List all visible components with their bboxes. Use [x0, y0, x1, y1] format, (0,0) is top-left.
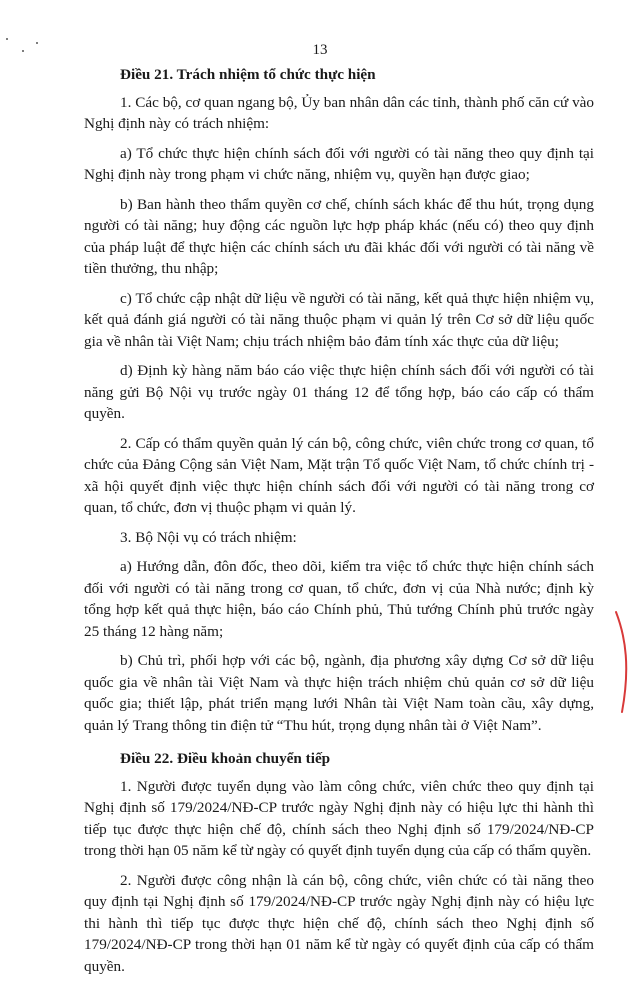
article-21-clause-3a: a) Hướng dẫn, đôn đốc, theo dõi, kiểm tra việc tổ chức thực hiện chính sách đối với người có tài năng trong cơ quan, tổ chức, đơn vị của Nhà nước; định kỳ tổng hợp kết quả thực hiện, báo cáo Chính phủ, Thủ tướng Chính phủ trước ngày 25 tháng 12 hàng năm;	[84, 558, 594, 640]
article-21-clause-1b: b) Ban hành theo thẩm quyền cơ chế, chính sách khác để thu hút, trọng dụng người có tài năng; huy động các nguồn lực hợp pháp khác (nếu có) theo quy định của pháp luật để thực hiện các chính sách ưu đãi khác đối với người có tài năng về tiền thưởng, thu nhập;	[84, 195, 594, 277]
article-21-clause-1: 1. Các bộ, cơ quan ngang bộ, Ủy ban nhân dân các tỉnh, thành phố căn cứ vào Nghị định này có trách nhiệm:	[84, 93, 594, 132]
article-21-clause-3b: b) Chủ trì, phối hợp với các bộ, ngành, địa phương xây dựng Cơ sở dữ liệu quốc gia về nhân tài Việt Nam và thực hiện trách nhiệm chủ quản cơ sở dữ liệu quốc gia; thiết lập, phát triển mạng lưới Nhân tài Việt Nam toàn cầu, xây dựng, quản lý Trang thông tin điện tử “Thu hút, trọng dụng nhân tài ở Việt Nam”.	[84, 652, 594, 734]
red-margin-mark	[610, 608, 634, 718]
article-21-clause-2: 2. Cấp có thẩm quyền quản lý cán bộ, công chức, viên chức trong cơ quan, tổ chức của Đảng Cộng sản Việt Nam, Mặt trận Tổ quốc Việt Nam, tổ chức chính trị - xã hội quyết định việc thực hiện chính sách đối với người có tài năng trong cơ quan, tổ chức, đơn vị thuộc phạm vi quản lý.	[84, 434, 594, 516]
article-22-clause-1: 1. Người được tuyển dụng vào làm công chức, viên chức theo quy định tại Nghị định số 179/2024/NĐ-CP trước ngày Nghị định này có hiệu lực thi hành thì tiếp tục được thực hiện chế độ, chính sách theo Nghị định số 179/2024/NĐ-CP trong thời hạn 05 năm kể từ ngày có quyết định tuyển dụng của cấp có thẩm quyền.	[84, 777, 594, 859]
document-body	[84, 64, 594, 985]
article-22-heading: Điều 22. Điều khoản chuyển tiếp	[120, 750, 331, 767]
article-21-clause-1a: a) Tổ chức thực hiện chính sách đối với người có tài năng theo quy định tại Nghị định này trong phạm vi chức năng, nhiệm vụ, quyền hạn được giao;	[84, 144, 594, 183]
article-22-clause-2: 2. Người được công nhận là cán bộ, công chức, viên chức có tài năng theo quy định tại Nghị định số 179/2024/NĐ-CP trước ngày Nghị định này có hiệu lực thi hành thì tiếp tục được thực hiện chế độ, chính sách theo Nghị định số 179/2024/NĐ-CP trong thời hạn 01 năm kể từ ngày có quyết định của cấp có thẩm quyền.	[84, 871, 594, 975]
article-21-clause-3: 3. Bộ Nội vụ có trách nhiệm:	[120, 528, 297, 546]
scan-speck	[6, 38, 8, 40]
article-21-heading: Điều 21. Trách nhiệm tổ chức thực hiện	[120, 66, 376, 83]
article-21-clause-1c: c) Tổ chức cập nhật dữ liệu về người có tài năng, kết quả thực hiện nhiệm vụ, kết quả đánh giá người có tài năng thuộc phạm vi quản lý trên Cơ sở dữ liệu quốc gia về nhân tài Việt Nam; chịu trách nhiệm bảo đảm tính xác thực của dữ liệu;	[84, 289, 594, 350]
article-21-clause-1d: d) Định kỳ hàng năm báo cáo việc thực hiện chính sách đối với người có tài năng gửi Bộ Nội vụ trước ngày 01 tháng 12 để tổng hợp, báo cáo cấp có thẩm quyền.	[84, 362, 594, 422]
page-number: 13	[312, 42, 328, 58]
